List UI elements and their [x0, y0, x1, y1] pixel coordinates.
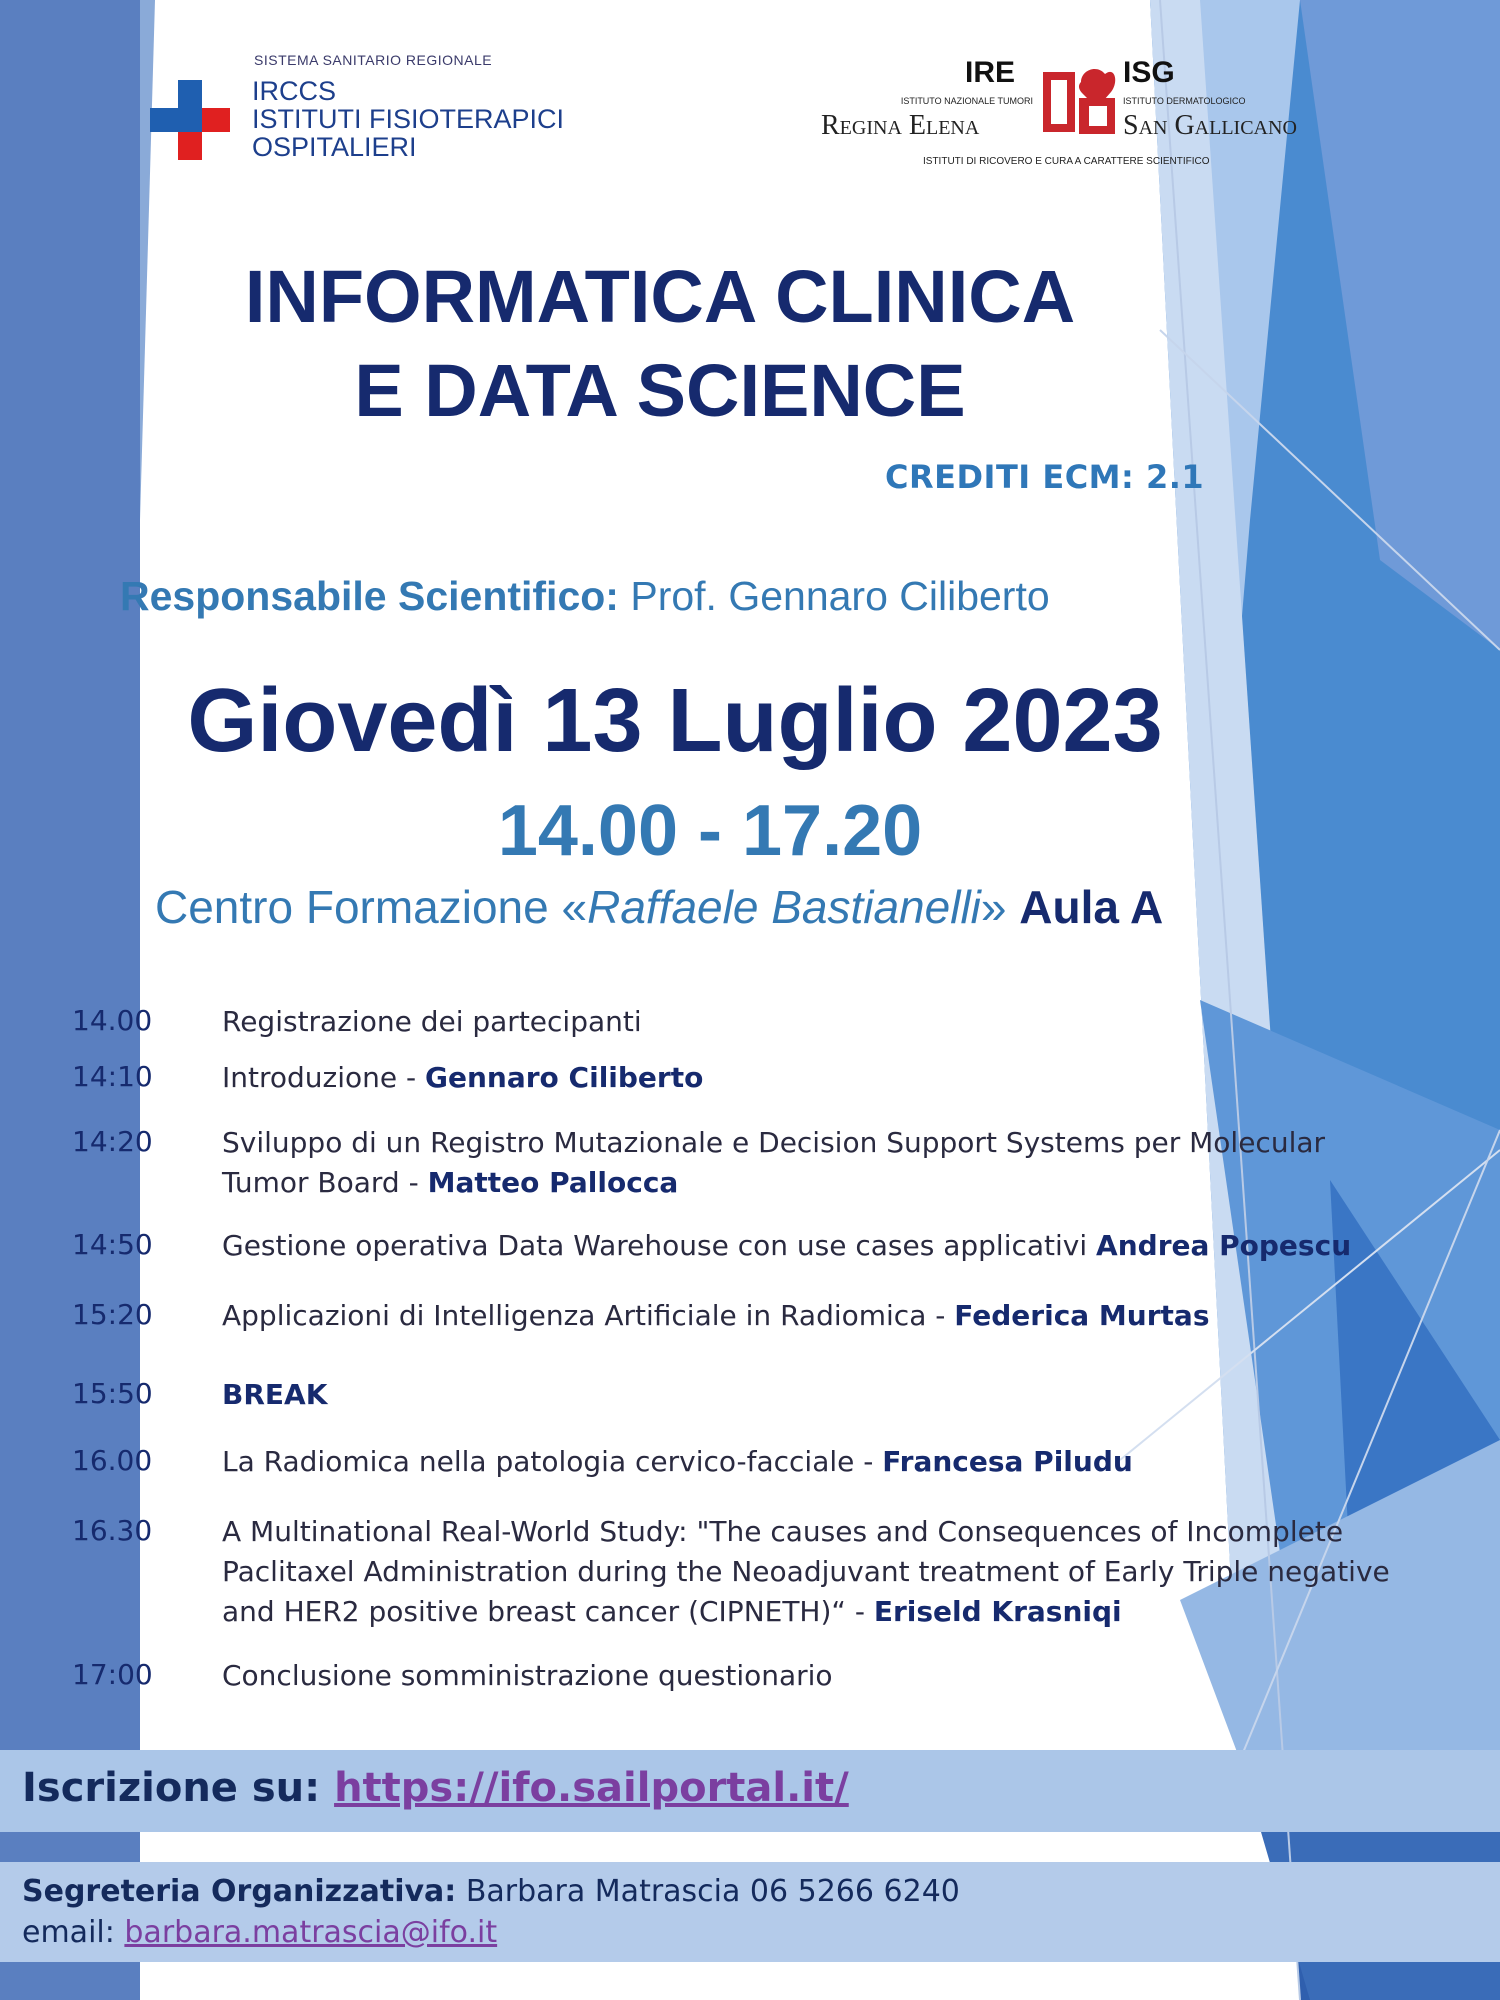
program-time: 14:20: [72, 1125, 153, 1158]
program-speaker: Francesa Piludu: [882, 1445, 1133, 1478]
program-time: 14:50: [72, 1228, 153, 1261]
registration-line: [22, 1765, 849, 1811]
program-item: [222, 1512, 1412, 1632]
scientific-responsible: [120, 573, 1050, 620]
responsible-label: Responsabile Scientifico:: [120, 573, 619, 619]
program-time: 14:10: [72, 1060, 153, 1093]
program-speaker: Gennaro Ciliberto: [425, 1061, 704, 1094]
program-speaker: BREAK: [222, 1378, 328, 1411]
email-link[interactable]: barbara.matrascia@ifo.it: [124, 1915, 498, 1950]
ifo-line-3: OSPITALIERI: [252, 132, 417, 162]
program-time: 16.30: [72, 1514, 153, 1547]
program-title: La Radiomica nella patologia cervico-facciale -: [222, 1445, 883, 1478]
program-item: [222, 1296, 1422, 1336]
ire-emblem-icon: [1037, 62, 1119, 142]
ire-subtitle: ISTITUTO NAZIONALE TUMORI: [900, 96, 1033, 106]
program-time: 14.00: [72, 1004, 153, 1037]
ifo-system-label: SISTEMA SANITARIO REGIONALE: [254, 52, 493, 68]
red-cross-icon: [150, 80, 230, 160]
ifo-line-1: IRCCS: [252, 76, 337, 106]
email-label: email:: [22, 1915, 125, 1950]
venue-name: Raffaele Bastianelli: [587, 881, 981, 933]
program-speaker: Andrea Popescu: [1096, 1229, 1352, 1262]
program-title: Registrazione dei partecipanti: [222, 1005, 642, 1038]
program-item: [222, 1226, 1422, 1266]
title-line-1: INFORMATICA CLINICA: [244, 255, 1076, 338]
registration-link[interactable]: https://ifo.sailportal.it/: [334, 1765, 849, 1811]
program-title: Introduzione -: [222, 1061, 426, 1094]
registration-label: Iscrizione su:: [22, 1765, 335, 1811]
event-date: Giovedì 13 Luglio 2023: [187, 671, 1163, 771]
program-time: 15:50: [72, 1377, 153, 1410]
ecm-credits: CREDITI ECM: 2.1: [885, 458, 1205, 496]
institutes-tagline: ISTITUTI DI RICOVERO E CURA A CARATTERE SCIENTIFICO: [923, 156, 1210, 167]
program-speaker: Eriseld Krasniqi: [873, 1595, 1122, 1628]
program-item: [222, 1058, 1422, 1098]
venue-room: Aula A: [1019, 881, 1164, 933]
program-item: [222, 1375, 1422, 1415]
program-title: Conclusione somministrazione questionario: [222, 1659, 833, 1692]
email-line: [22, 1915, 497, 1950]
venue-suffix: »: [980, 881, 1020, 933]
isg-subtitle: ISTITUTO DERMATOLOGICO: [1123, 96, 1246, 106]
ire-name: Regina Elena: [821, 110, 980, 141]
program-title: Gestione operativa Data Warehouse con use cases applicativi: [222, 1229, 1097, 1262]
program-speaker: Matteo Pallocca: [427, 1166, 679, 1199]
program-time: 17:00: [72, 1658, 153, 1691]
ifo-line-2: ISTITUTI FISIOTERAPICI: [252, 104, 565, 134]
program-speaker: Federica Murtas: [954, 1299, 1210, 1332]
responsible-name: Prof. Gennaro Ciliberto: [618, 573, 1050, 619]
event-title: [150, 250, 1170, 438]
ire-abbr: IRE: [965, 56, 1016, 89]
secretariat-contact: Barbara Matrascia 06 5266 6240: [456, 1874, 960, 1909]
program-item: [222, 1442, 1422, 1482]
program-title: A Multinational Real-World Study: "The causes and Consequences of Incomplete Paclitaxel Administration during the Neoadjuvant treatment of Early Triple negative and HER2 positive breast cancer (CIPNETH)“ -: [222, 1515, 1390, 1628]
program-item: [222, 1002, 1422, 1042]
event-venue: [155, 880, 1163, 934]
ifo-logo: [150, 52, 590, 172]
title-line-2: E DATA SCIENCE: [354, 349, 966, 432]
isg-abbr: ISG: [1123, 56, 1175, 89]
event-time: 14.00 - 17.20: [497, 791, 923, 871]
program-title: Sviluppo di un Registro Mutazionale e Decision Support Systems per Molecular Tumor Board -: [222, 1126, 1326, 1199]
program-time: 16.00: [72, 1444, 153, 1477]
secretariat-line: [22, 1874, 960, 1909]
program-item: [222, 1656, 1422, 1696]
program-item: [222, 1123, 1392, 1203]
program-time: 15:20: [72, 1298, 153, 1331]
ire-isg-logo: [815, 56, 1335, 176]
program-title: Applicazioni di Intelligenza Artificiale in Radiomica -: [222, 1299, 955, 1332]
isg-name: San Gallicano: [1123, 110, 1297, 141]
secretariat-label: Segreteria Organizzativa:: [22, 1874, 457, 1909]
venue-prefix: Centro Formazione «: [155, 881, 588, 933]
